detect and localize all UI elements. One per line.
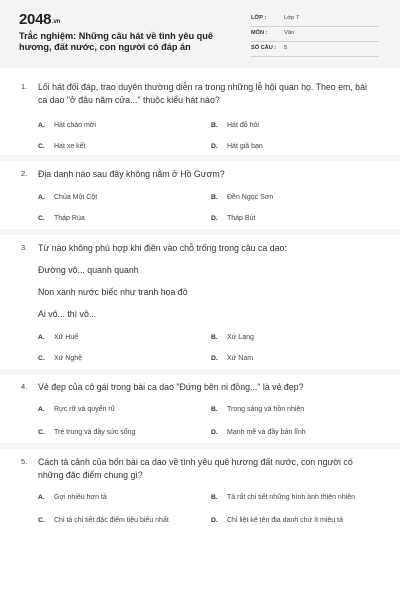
- option-a[interactable]: [38, 121, 96, 131]
- option-letter: B.: [211, 334, 218, 341]
- question-text: Địa danh nào sau đây không nằm ở Hồ Gươm?: [38, 169, 225, 179]
- question-number: 1.: [21, 82, 28, 91]
- option-letter: B.: [211, 494, 218, 501]
- option-letter: C.: [38, 517, 45, 524]
- logo-text: 2048: [19, 11, 52, 28]
- option-letter: A.: [38, 334, 45, 341]
- option-b[interactable]: [211, 405, 304, 415]
- option-c[interactable]: [38, 354, 82, 364]
- option-d[interactable]: [211, 142, 263, 152]
- option-text: Xứ Huế: [54, 334, 79, 341]
- option-text: Xứ Nam: [227, 355, 254, 362]
- option-text: Gợi nhiều hơn tả: [54, 494, 107, 501]
- option-letter: D.: [211, 143, 218, 150]
- option-a[interactable]: [38, 193, 97, 203]
- option-letter: A.: [38, 406, 45, 413]
- question-text: Vẻ đẹp của cô gái trong bài ca dao "Đứng bên ni đồng..." là vẻ đẹp?: [38, 382, 304, 392]
- option-letter: C.: [38, 355, 45, 362]
- section-divider: [0, 155, 400, 161]
- option-text: Trong sáng và hồn nhiên: [227, 406, 305, 413]
- option-text: Rực rỡ và quyến rũ: [54, 406, 115, 413]
- option-letter: B.: [211, 194, 218, 201]
- option-text: Tháp Rùa: [54, 215, 85, 222]
- option-b[interactable]: [211, 121, 259, 131]
- option-letter: A.: [38, 494, 45, 501]
- option-letter: B.: [211, 406, 218, 413]
- verse-line-2: Non xanh nước biếc như tranh họa đồ: [38, 287, 188, 297]
- question-text: Từ nào không phù hợp khi điền vào chỗ trống trong câu ca dao:: [38, 243, 287, 253]
- option-a[interactable]: [38, 493, 107, 503]
- meta-count-label: SỐ CÂU :: [251, 45, 277, 51]
- meta-class: [251, 14, 379, 27]
- option-d[interactable]: [211, 354, 253, 364]
- option-text: Trẻ trung và đầy sức sống: [54, 429, 136, 436]
- option-letter: B.: [211, 122, 218, 129]
- option-text: Hát chào mời: [54, 122, 96, 129]
- option-a[interactable]: [38, 405, 115, 415]
- question-number: 4.: [21, 382, 28, 391]
- section-divider: [0, 229, 400, 235]
- question-number: 5.: [21, 457, 28, 466]
- option-d[interactable]: [211, 428, 306, 438]
- option-text: Chùa Một Cột: [54, 194, 98, 201]
- question-text: Lối hát đối đáp, trao duyên thường diễn ra trong những lễ hội quan họ. Theo em, bài ca dao "ở đâu năm cửa..." thuộc kiểu hát nào?: [38, 82, 367, 105]
- option-c[interactable]: [38, 428, 135, 438]
- option-b[interactable]: [211, 333, 254, 343]
- option-text: Hát giã bạn: [227, 143, 263, 150]
- option-letter: D.: [211, 215, 218, 222]
- meta-count: [251, 44, 379, 57]
- question-text: Cách tả cảnh của bốn bài ca dao về tình yêu quê hương đất nước, con người có những đặc điểm chung gì?: [38, 457, 353, 480]
- option-a[interactable]: [38, 333, 78, 343]
- meta-subject-value: Văn: [284, 30, 295, 36]
- meta-class-label: LỚP :: [251, 15, 267, 21]
- option-text: Mạnh mẽ và đầy bản lĩnh: [227, 429, 306, 436]
- option-letter: A.: [38, 194, 45, 201]
- option-text: Xứ Nghệ: [54, 355, 83, 362]
- option-c[interactable]: [38, 214, 85, 224]
- meta-subject: [251, 29, 379, 42]
- site-logo[interactable]: [19, 12, 60, 30]
- option-letter: C.: [38, 429, 45, 436]
- question-number: 3.: [21, 243, 28, 252]
- option-letter: C.: [38, 143, 45, 150]
- option-c[interactable]: [38, 142, 86, 152]
- option-text: Đền Ngọc Sơn: [227, 194, 274, 201]
- option-text: Hát xe kết: [54, 143, 86, 150]
- option-text: Chỉ tả chi tiết đặc điểm tiêu biểu nhất: [54, 517, 169, 524]
- meta-subject-label: MÔN :: [251, 30, 268, 36]
- option-b[interactable]: [211, 193, 273, 203]
- option-text: Chỉ liệt kê tên địa danh chứ ít miêu tả: [227, 517, 343, 524]
- option-text: Xứ Lạng: [227, 334, 254, 341]
- section-divider: [0, 369, 400, 375]
- section-divider: [0, 443, 400, 449]
- option-letter: A.: [38, 122, 45, 129]
- quiz-header: [0, 0, 400, 68]
- meta-count-value: 5: [284, 45, 288, 51]
- option-c[interactable]: [38, 516, 169, 526]
- option-letter: C.: [38, 215, 45, 222]
- verse-line-1: Đường vô... quanh quanh: [38, 265, 139, 275]
- option-text: Tả rất chi tiết những hình ảnh thiên nhiên: [227, 494, 356, 501]
- option-letter: D.: [211, 429, 218, 436]
- quiz-title: Trắc nghiệm: Những câu hát về tình yêu quê hương, đất nước, con người có đáp án: [19, 31, 214, 52]
- option-d[interactable]: [211, 214, 255, 224]
- meta-class-value: Lớp 7: [284, 15, 300, 21]
- verse-line-3: Ai vô... thì vô...: [38, 309, 97, 319]
- option-d[interactable]: [211, 516, 343, 526]
- logo-domain: .vn: [52, 19, 60, 25]
- option-b[interactable]: [211, 493, 355, 503]
- question-number: 2.: [21, 169, 28, 178]
- option-letter: D.: [211, 355, 218, 362]
- option-letter: D.: [211, 517, 218, 524]
- option-text: Hát đố hỏi: [227, 122, 259, 129]
- option-text: Tháp Bút: [227, 215, 256, 222]
